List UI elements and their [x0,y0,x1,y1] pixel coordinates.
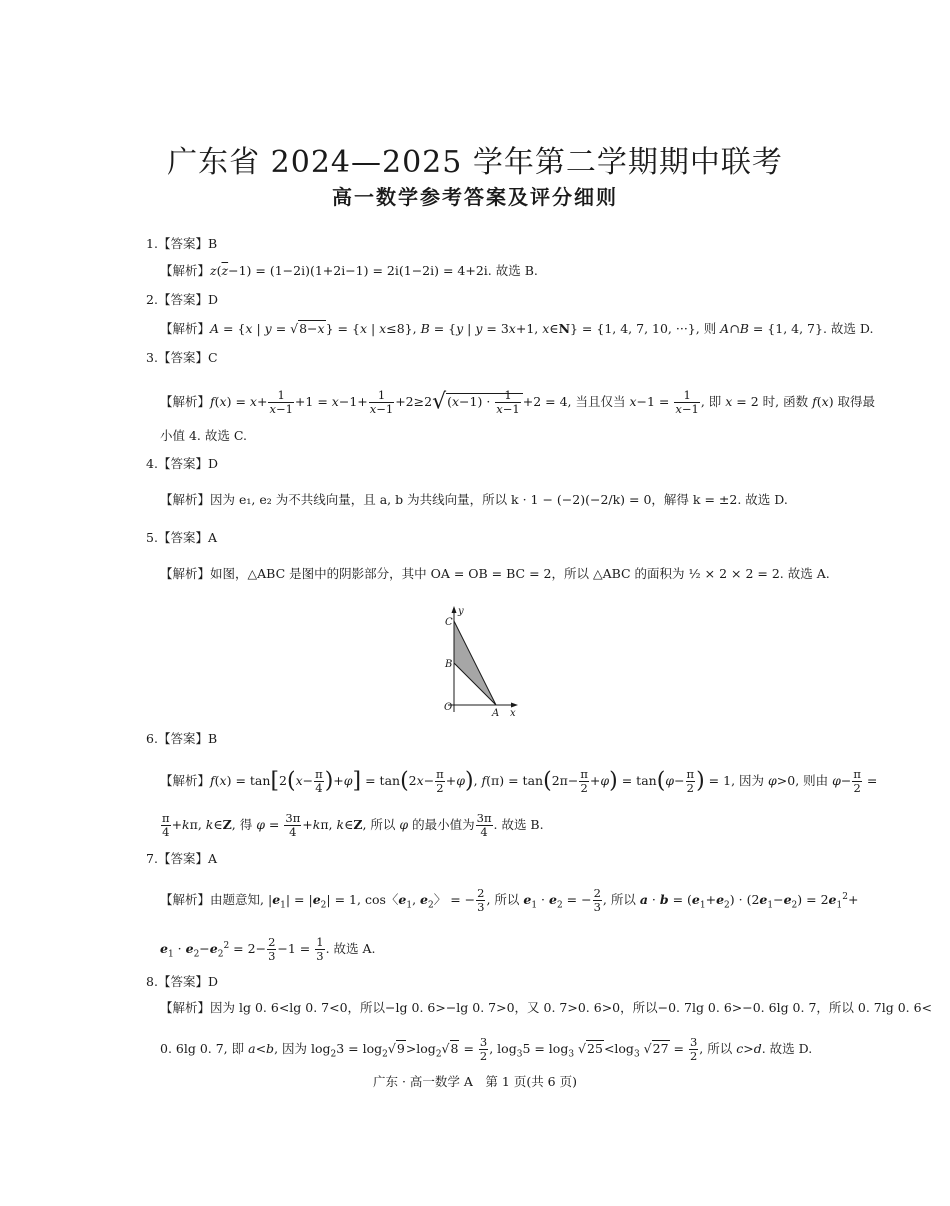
analysis-8 [160,1000,932,1016]
question-number: 7. [146,851,158,866]
question-number: 6. [146,731,158,746]
y-axis-arrow [452,606,457,613]
analysis-label: 【解析】 [160,263,211,278]
answer-line-6 [146,731,217,747]
analysis-8-text: 因为 lg 0. 6<lg 0. 7<0，所以−lg 0. 6>−lg 0. 7>0，又 0. 7>0. 6>0，所以−0. 7lg 0. 6>−0. 6lg 0. 7，所以 0. 7lg 0. 6< [210,1000,933,1015]
page-subtitle: 高一数学参考答案及评分细则 [332,185,618,209]
question-number: 5. [146,530,158,545]
x-axis-arrow [511,703,518,708]
answer-value: C [207,350,218,365]
answer-line-3 [146,350,218,366]
shaded-triangle [454,621,496,705]
analysis-1: 【解析】$z(\overline{z}-1) = (1-2i)(1+2i-1) = 2i(1-2i) = 4+2i$. 故选 B. [160,263,538,278]
answer-label: 【答案】 [157,731,208,746]
question-number: 2. [146,292,158,307]
answer-label: 【答案】 [157,456,208,471]
question-number: 4. [146,456,158,471]
analysis-label: 【解析】 [160,321,211,336]
answer-label: 【答案】 [157,530,208,545]
answer-value: D [207,456,218,471]
answer-value: B [207,236,218,251]
answer-value: D [207,292,218,307]
analysis-8-cont: 0. 6lg 0. 7, 即 a<b, 因为 $\log_23 = \log_2√9>\log_2√8$ = $\frac{3}{2}$ , $\log_35 = \log_3 √25<\log_3$ √27 = $\frac{3}{2}$ , 所以 c>d. 故选 D. [160,1035,813,1063]
analysis-5-text: 如图，△ABC 是图中的阴影部分，其中 OA = OB = BC = 2，所以 △ABC 的面积为 ½ × 2 × 2 = 2. 故选 A. [210,566,830,581]
analysis-label: 【解析】 [160,892,211,907]
question-number: 3. [146,350,158,365]
answer-line-1 [146,236,217,252]
answer-value: D [207,974,218,989]
answer-label: 【答案】 [157,350,208,365]
analysis-7-cont: $e_1 \cdot e_2-e_2^2 = 2-$ $\frac{2}{3}$ −1 = $\frac{1}{3}$ . 故选 A. [160,935,376,963]
triangle-figure [436,604,526,720]
analysis-label: 【解析】 [160,1000,211,1015]
label-c: C [445,617,453,628]
answer-label: 【答案】 [157,292,208,307]
analysis-3: 【解析】f(x) = x+ $\frac{1}{x-1}$ +1 = x−1+ $\frac{1}{x-1}$ +2≥2√(x−1) · $\frac{1}{x-1}$ +2 = 4, 当且仅当 x−1 = $\frac{1}{x-1}$ , 即 x = 2 时, 函数 f(x) 取得最 [160,388,876,416]
answer-line-5 [146,530,217,546]
answer-line-8 [146,974,218,990]
analysis-5 [160,566,830,582]
label-o: O [444,702,453,713]
answer-line-7 [146,851,217,867]
analysis-3-cont: 小值 4. 故选 C. [160,428,247,443]
answer-value: A [207,530,217,545]
question-number: 8. [146,974,158,989]
analysis-label: 【解析】 [160,566,211,581]
label-y: y [458,606,464,617]
analysis-label: 【解析】 [160,492,211,507]
answer-line-2 [146,292,218,308]
analysis-4-text: 因为 e₁, e₂ 为不共线向量，且 a, b 为共线向量，所以 k · 1 − (−2)(−2/k) = 0，解得 k = ±2. 故选 D. [210,492,788,507]
label-a: A [492,708,500,719]
page-title: 广东省 2024—2025 学年第二学期期中联考 [167,145,783,180]
answer-label: 【答案】 [157,974,208,989]
analysis-7: 【解析】由题意知, $|e_1| = |e_2| = 1$, cos〈$e_1$, $e_2$〉 = − $\frac{2}{3}$ , 所以 $e_1 \cdot e_2$ = − $\frac{2}{3}$ , 所以 $a \cdot b = (e_1+e_2) \cdot (2e_1-e_2) = 2e_1^2+$ [160,886,859,914]
answer-value: B [207,731,218,746]
answer-label: 【答案】 [157,236,208,251]
analysis-2: 【解析】A = {x | y = √8−x} = {x | x≤8}, B = {y | y = 3x+1, x∈N} = {1, 4, 7, 10, ···}, 则 A∩B = {1, 4, 7}. 故选 D. [160,321,874,336]
analysis-label: 【解析】 [160,773,211,788]
label-x: x [510,708,516,719]
analysis-6: 【解析】f(x) = tan[2(x− $\frac{\pi}{4}$ )+φ] = tan(2x− $\frac{\pi}{2}$ +φ), f(π) = tan(2π− $\frac{\pi}{2}$ +φ) = tan(φ− $\frac{\pi}{2}$ ) = 1, 因为 φ>0, 则由 φ− $\frac{\pi}{2}$ = [160,767,878,795]
answer-label: 【答案】 [157,851,208,866]
answer-line-4 [146,456,218,472]
question-number: 1. [146,236,158,251]
label-b: B [445,659,453,670]
page-footer: 广东 · 高一数学 A 第 1 页(共 6 页) [373,1074,577,1089]
analysis-label: 【解析】 [160,394,211,409]
answer-value: A [207,851,217,866]
analysis-4 [160,492,788,508]
analysis-6-cont: $\frac{\pi}{4}$ +kπ, k∈Z, 得 φ = $\frac{3\pi}{4}$ +kπ, k∈Z, 所以 φ 的最小值为 $\frac{3\pi}{4}$ . 故选 B. [162,811,544,839]
